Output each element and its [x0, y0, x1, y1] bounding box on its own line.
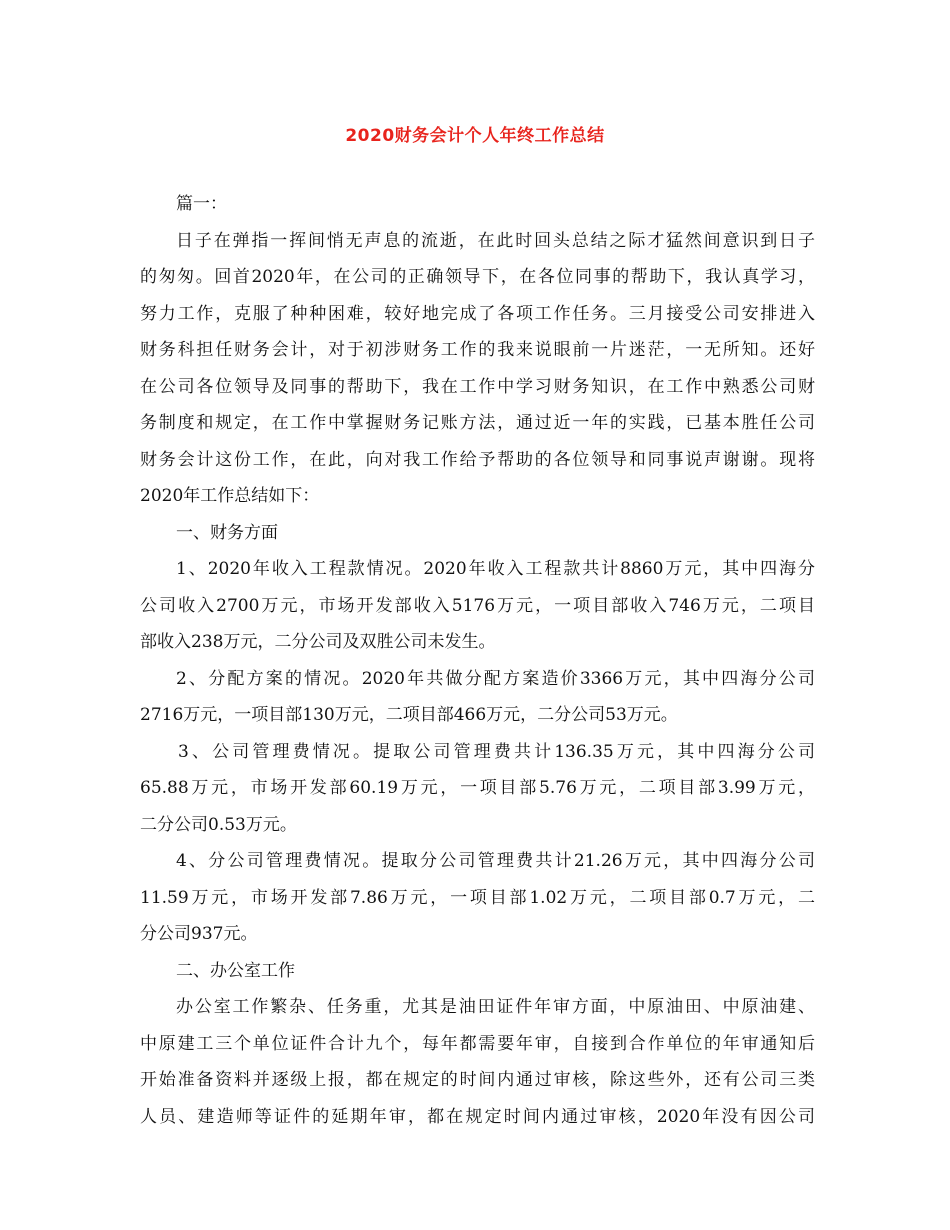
document-title: 2020财务会计个人年终工作总结: [345, 126, 605, 146]
text-line: 财务科担任财务会计，对于初涉财务工作的我来说眼前一片迷茫，一无所知。还好: [140, 340, 815, 360]
text-line: 的匆匆。回首2020年，在公司的正确领导下，在各位同事的帮助下，我认真学习，: [140, 267, 815, 287]
text-line: 分公司937元。: [140, 924, 258, 944]
text-line: 2716万元，一项目部130万元，二项目部466万元，二分公司53万元。: [140, 705, 678, 725]
text-line: 二分公司0.53万元。: [140, 814, 297, 835]
text-line: 办公室工作繁杂、任务重，尤其是油田证件年审方面，中原油田、中原油建、: [176, 997, 815, 1017]
text-line: 中原建工三个单位证件合计九个，每年都需要年审，自接到合作单位的年审通知后: [140, 1033, 815, 1054]
text-line: 努力工作，克服了种种困难，较好地完成了各项工作任务。三月接受公司安排进入: [140, 303, 815, 324]
text-line: 2020年工作总结如下：: [140, 486, 320, 506]
text-line: 财务会计这份工作，在此，向对我工作给予帮助的各位领导和同事说声谢谢。现将: [140, 449, 815, 470]
text-line: 篇一：: [176, 194, 227, 214]
text-line: 部收入238万元，二分公司及双胜公司未发生。: [140, 632, 496, 652]
text-line: 务制度和规定，在工作中掌握财务记账方法，通过近一年的实践，已基本胜任公司: [140, 413, 815, 433]
text-line: 11.59万元，市场开发部7.86万元，一项目部1.02万元，二项目部0.7万元，二: [140, 887, 815, 908]
text-line: 65.88万元，市场开发部60.19万元，一项目部5.76万元，二项目部3.99万元，: [140, 778, 815, 798]
text-line: 3、公司管理费情况。提取公司管理费共计136.35万元，其中四海分公司: [178, 741, 815, 762]
text-line: 开始准备资料并逐级上报，都在规定的时间内通过审核，除这些外，还有公司三类: [140, 1070, 815, 1090]
text-line: 在公司各位领导及同事的帮助下，我在工作中学习财务知识，在工作中熟悉公司财: [140, 376, 815, 397]
section-heading: 二、办公室工作: [176, 960, 295, 981]
text-line: 4、分公司管理费情况。提取分公司管理费共计21.26万元，其中四海分公司: [176, 851, 815, 871]
text-line: 1、2020年收入工程款情况。2020年收入工程款共计8860万元，其中四海分: [176, 559, 815, 579]
text-line: 日子在弹指一挥间悄无声息的流逝，在此时回头总结之际才猛然间意识到日子: [176, 230, 815, 251]
text-line: 2、分配方案的情况。2020年共做分配方案造价3366万元，其中四海分公司: [176, 668, 815, 689]
section-heading: 一、财务方面: [176, 522, 278, 543]
text-line: 公司收入2700万元，市场开发部收入5176万元，一项目部收入746万元，二项目: [140, 595, 815, 616]
text-line: 人员、建造师等证件的延期年审，都在规定时间内通过审核，2020年没有因公司: [140, 1106, 815, 1127]
document-body: [140, 186, 815, 1135]
